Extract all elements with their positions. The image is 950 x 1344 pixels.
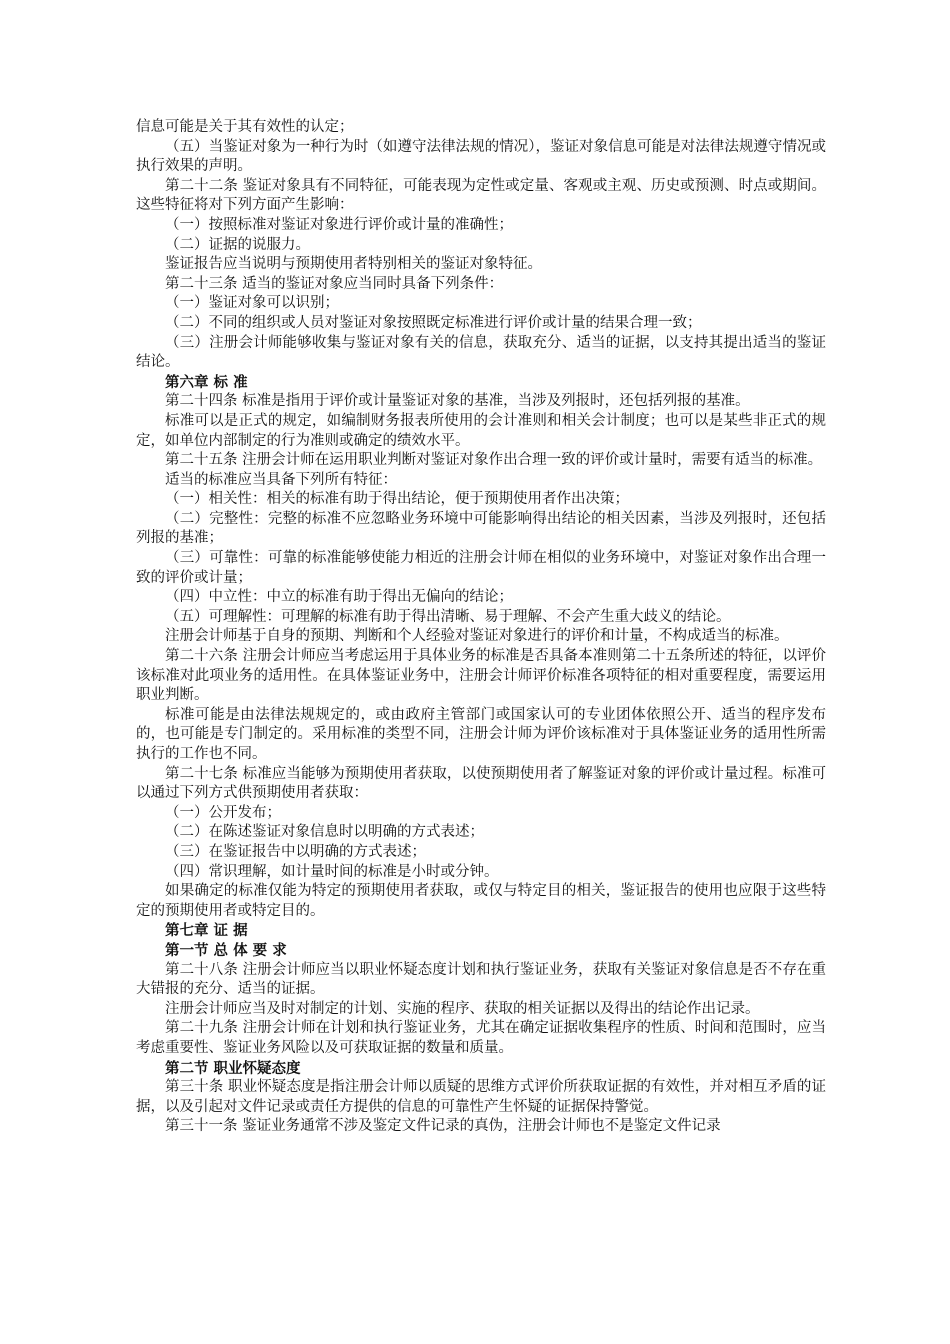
paragraph: （三）注册会计师能够收集与鉴证对象有关的信息，获取充分、适当的证据，以支持其提出适当的鉴证结论。 — [136, 334, 826, 371]
paragraph: （四）常识理解，如计量时间的标准是小时或分钟。 — [165, 863, 499, 880]
paragraph: 适当的标准应当具备下列所有特征： — [165, 471, 397, 488]
paragraph: （二）证据的说服力。 — [165, 236, 310, 253]
paragraph: 第二十二条 鉴证对象具有不同特征，可能表现为定性或定量、客观或主观、历史或预测、时点或期间。这些特征将对下列方面产生影响： — [136, 177, 826, 214]
paragraph: （二）不同的组织或人员对鉴证对象按照既定标准进行评价或计量的结果合理一致； — [165, 314, 702, 331]
paragraph: 第二十九条 注册会计师在计划和执行鉴证业务，尤其在确定证据收集程序的性质、时间和范围时，应当考虑重要性、鉴证业务风险以及可获取证据的数量和质量。 — [136, 1020, 826, 1056]
paragraph: 第二十八条 注册会计师应当以职业怀疑态度计划和执行鉴证业务，获取有关鉴证对象信息是否不存在重大错报的充分、适当的证据。 — [136, 961, 826, 998]
paragraph: 第二十三条 适当的鉴证对象应当同时具备下列条件： — [165, 275, 504, 292]
paragraph: 标准可能是由法律法规规定的，或由政府主管部门或国家认可的专业团体依照公开、适当的程序发布的，也可能是专门制定的。采用标准的类型不同，注册会计师为评价该标准对于具体鉴证业务的适用性所需执行的工作也不同。 — [136, 706, 826, 762]
section-heading: 第一节 总 体 要 求 — [165, 941, 287, 959]
paragraph: （四）中立性：中立的标准有助于得出无偏向的结论； — [165, 589, 513, 606]
document-page — [136, 118, 826, 1137]
paragraph: 如果确定的标准仅能为特定的预期使用者获取，或仅与特定目的相关，鉴证报告的使用也应限于这些特定的预期使用者或特定目的。 — [136, 883, 826, 919]
paragraph: 第二十六条 注册会计师应当考虑运用于具体业务的标准是否具备本准则第二十五条所述的特征，以评价该标准对此项业务的适用性。在具体鉴证业务中，注册会计师评价标准各项特征的相对重要程度，需要运用职业判断。 — [136, 648, 826, 704]
paragraph: 第三十一条 鉴证业务通常不涉及鉴定文件记录的真伪，注册会计师也不是鉴定文件记录 — [165, 1118, 721, 1135]
paragraph: （一）相关性：相关的标准有助于得出结论，便于预期使用者作出决策； — [165, 491, 629, 508]
chapter-heading: 第六章 标 准 — [165, 373, 248, 391]
chapter-heading: 第七章 证 据 — [165, 922, 248, 940]
paragraph: 鉴证报告应当说明与预期使用者特别相关的鉴证对象特征。 — [165, 256, 542, 273]
paragraph: （一）按照标准对鉴证对象进行评价或计量的准确性； — [165, 216, 513, 233]
paragraph: （三）在鉴证报告中以明确的方式表述； — [165, 843, 426, 860]
paragraph: 信息可能是关于其有效性的认定； — [136, 119, 354, 135]
paragraph: 注册会计师应当及时对制定的计划、实施的程序、获取的相关证据以及得出的结论作出记录。 — [165, 1000, 760, 1017]
paragraph: 第三十条 职业怀疑态度是指注册会计师以质疑的思维方式评价所获取证据的有效性，并对相互矛盾的证据，以及引起对文件记录或责任方提供的信息的可靠性产生怀疑的证据保持警觉。 — [136, 1079, 826, 1115]
paragraph: （一）公开发布； — [165, 804, 281, 821]
paragraph: （三）可靠性：可靠的标准能够使能力相近的注册会计师在相似的业务环境中，对鉴证对象作出合理一致的评价或计量； — [136, 550, 826, 586]
paragraph: （二）完整性：完整的标准不应忽略业务环境中可能影响得出结论的相关因素，当涉及列报时，还包括列报的基准； — [136, 510, 826, 547]
paragraph: 第二十五条 注册会计师在运用职业判断对鉴证对象作出合理一致的评价或计量时，需要有适当的标准。 — [165, 452, 823, 469]
paragraph: （二）在陈述鉴证对象信息时以明确的方式表述； — [165, 824, 484, 841]
paragraph: （五）可理解性：可理解的标准有助于得出清晰、易于理解、不会产生重大歧义的结论。 — [165, 608, 731, 625]
paragraph: 第二十四条 标准是指用于评价或计量鉴证对象的基准，当涉及列报时，还包括列报的基准。 — [165, 393, 750, 410]
paragraph: （五）当鉴证对象为一种行为时（如遵守法律法规的情况），鉴证对象信息可能是对法律法规遵守情况或执行效果的声明。 — [136, 138, 826, 175]
paragraph: 注册会计师基于自身的预期、判断和个人经验对鉴证对象进行的评价和计量，不构成适当的标准。 — [165, 628, 789, 645]
paragraph: 标准可以是正式的规定，如编制财务报表所使用的会计准则和相关会计制度；也可以是某些非正式的规定，如单位内部制定的行为准则或确定的绩效水平。 — [136, 412, 826, 449]
paragraph: 第二十七条 标准应当能够为预期使用者获取，以使预期使用者了解鉴证对象的评价或计量过程。标准可以通过下列方式供预期使用者获取： — [136, 765, 826, 802]
paragraph: （一）鉴证对象可以识别； — [165, 295, 339, 312]
section-heading: 第二节 职业怀疑态度 — [165, 1059, 301, 1077]
